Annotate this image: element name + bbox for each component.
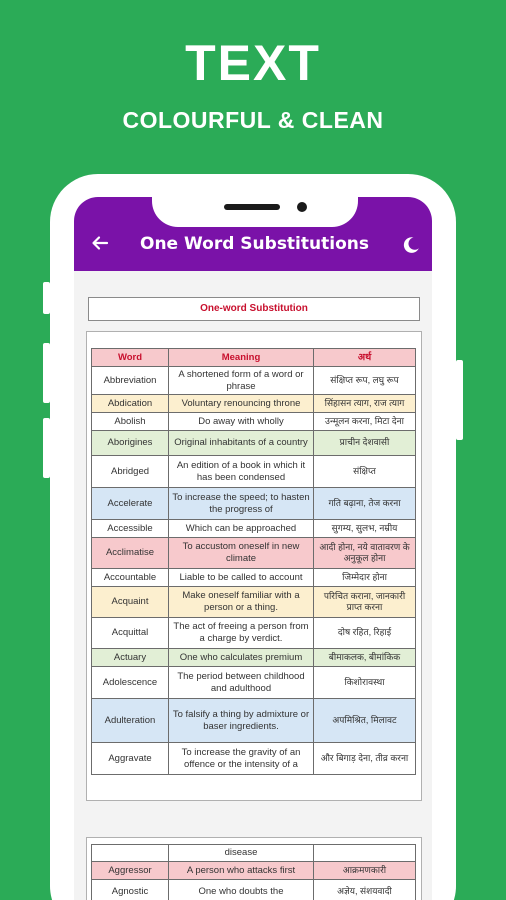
cell-meaning: Voluntary renouncing throne <box>169 395 314 413</box>
cell-word: Adulteration <box>92 699 169 743</box>
table-row <box>92 743 416 775</box>
header-word: Word <box>92 349 169 367</box>
cell-meaning: Do away with wholly <box>169 413 314 431</box>
cell-blank <box>314 845 416 862</box>
cell-word: Acquittal <box>92 618 169 649</box>
table-row <box>92 618 416 649</box>
cell-meaning: To accustom oneself in new climate <box>169 538 314 569</box>
table-row <box>92 431 416 456</box>
table-row <box>92 456 416 488</box>
arrow-left-icon[interactable] <box>90 233 110 253</box>
phone-side-button <box>43 343 50 403</box>
cell-meaning: One who calculates premium <box>169 649 314 667</box>
document-view[interactable] <box>74 271 432 900</box>
cell-hindi: प्राचीन देशवासी <box>314 431 416 456</box>
table-row <box>92 862 416 880</box>
phone-side-button <box>456 360 463 440</box>
table-row-continued <box>92 845 416 862</box>
cell-meaning: An edition of a book in which it has been condensed <box>169 456 314 488</box>
cell-word: Actuary <box>92 649 169 667</box>
cell-hindi: संक्षिप्त रूप, लघु रूप <box>314 367 416 395</box>
cell-word: Aggressor <box>92 862 169 880</box>
cell-word: Aborigines <box>92 431 169 456</box>
cell-meaning: A person who attacks first <box>169 862 314 880</box>
cell-meaning: To falsify a thing by admixture or baser ingredients. <box>169 699 314 743</box>
cell-hindi: आदी होना, नये वातावरण के अनुकूल होना <box>314 538 416 569</box>
table-row <box>92 880 416 900</box>
cell-meaning: One who doubts the <box>169 880 314 900</box>
cell-meaning: To increase the speed; to hasten the progress of <box>169 488 314 520</box>
word-table <box>91 348 416 775</box>
cell-word: Abolish <box>92 413 169 431</box>
header-hindi: अर्थ <box>314 349 416 367</box>
table-row <box>92 413 416 431</box>
table-row <box>92 587 416 618</box>
cell-hindi: उन्मूलन करना, मिटा देना <box>314 413 416 431</box>
front-camera <box>297 202 307 212</box>
cell-hindi: सिंहासन त्याग, राज त्याग <box>314 395 416 413</box>
table-row <box>92 367 416 395</box>
phone-screen <box>74 197 432 900</box>
cell-hindi: गति बढ़ाना, तेज करना <box>314 488 416 520</box>
cell-word: Accountable <box>92 569 169 587</box>
cell-blank <box>92 845 169 862</box>
cell-hindi: सुगम्य, सुलभ, नम्रीय <box>314 520 416 538</box>
cell-word: Aggravate <box>92 743 169 775</box>
word-table-continued <box>91 844 416 900</box>
cell-word: Accessible <box>92 520 169 538</box>
word-table-card-continued <box>86 837 422 900</box>
table-row <box>92 538 416 569</box>
word-table-card <box>86 331 422 801</box>
cell-word: Acclimatise <box>92 538 169 569</box>
cell-word: Agnostic <box>92 880 169 900</box>
table-row <box>92 699 416 743</box>
moon-icon[interactable] <box>401 235 421 255</box>
cell-hindi: किशोरावस्था <box>314 667 416 699</box>
cell-meaning: Original inhabitants of a country <box>169 431 314 456</box>
cell-hindi: जिम्मेदार होना <box>314 569 416 587</box>
cell-word: Acquaint <box>92 587 169 618</box>
document-title-box <box>88 297 420 321</box>
cell-meaning: Liable to be called to account <box>169 569 314 587</box>
phone-side-button <box>43 282 50 314</box>
cell-meaning: A shortened form of a word or phrase <box>169 367 314 395</box>
cell-hindi: अज्ञेय, संशयवादी <box>314 880 416 900</box>
promo-headline: TEXT <box>185 35 321 91</box>
table-row <box>92 520 416 538</box>
cell-hindi: आक्रमणकारी <box>314 862 416 880</box>
cell-word: Abridged <box>92 456 169 488</box>
cell-meaning-continued: disease <box>169 845 314 862</box>
table-row <box>92 649 416 667</box>
phone-side-button <box>43 418 50 478</box>
cell-hindi: अपमिश्रित, मिलावट <box>314 699 416 743</box>
document-title: One-word Substitution <box>200 303 308 314</box>
cell-meaning: Make oneself familiar with a person or a thing. <box>169 587 314 618</box>
cell-hindi: परिचित कराना, जानकारी प्राप्त करना <box>314 587 416 618</box>
app-title: One Word Substitutions <box>140 234 369 254</box>
phone-notch <box>152 185 358 227</box>
table-row <box>92 569 416 587</box>
cell-word: Abbreviation <box>92 367 169 395</box>
table-row <box>92 488 416 520</box>
cell-word: Abdication <box>92 395 169 413</box>
cell-meaning: The act of freeing a person from a charge by verdict. <box>169 618 314 649</box>
cell-hindi: और बिगाड़ देना, तीव्र करना <box>314 743 416 775</box>
table-row <box>92 395 416 413</box>
cell-word: Accelerate <box>92 488 169 520</box>
header-meaning: Meaning <box>169 349 314 367</box>
promo-subheadline: COLOURFUL & CLEAN <box>122 107 384 133</box>
cell-hindi: दोष रहित, रिहाई <box>314 618 416 649</box>
cell-meaning: The period between childhood and adulthood <box>169 667 314 699</box>
table-header-row <box>92 349 416 367</box>
table-row <box>92 667 416 699</box>
cell-hindi: संक्षिप्त <box>314 456 416 488</box>
cell-word: Adolescence <box>92 667 169 699</box>
cell-hindi: बीमाकलक, बीमांकिक <box>314 649 416 667</box>
cell-meaning: Which can be approached <box>169 520 314 538</box>
cell-meaning: To increase the gravity of an offence or the intensity of a <box>169 743 314 775</box>
speaker <box>224 204 280 210</box>
